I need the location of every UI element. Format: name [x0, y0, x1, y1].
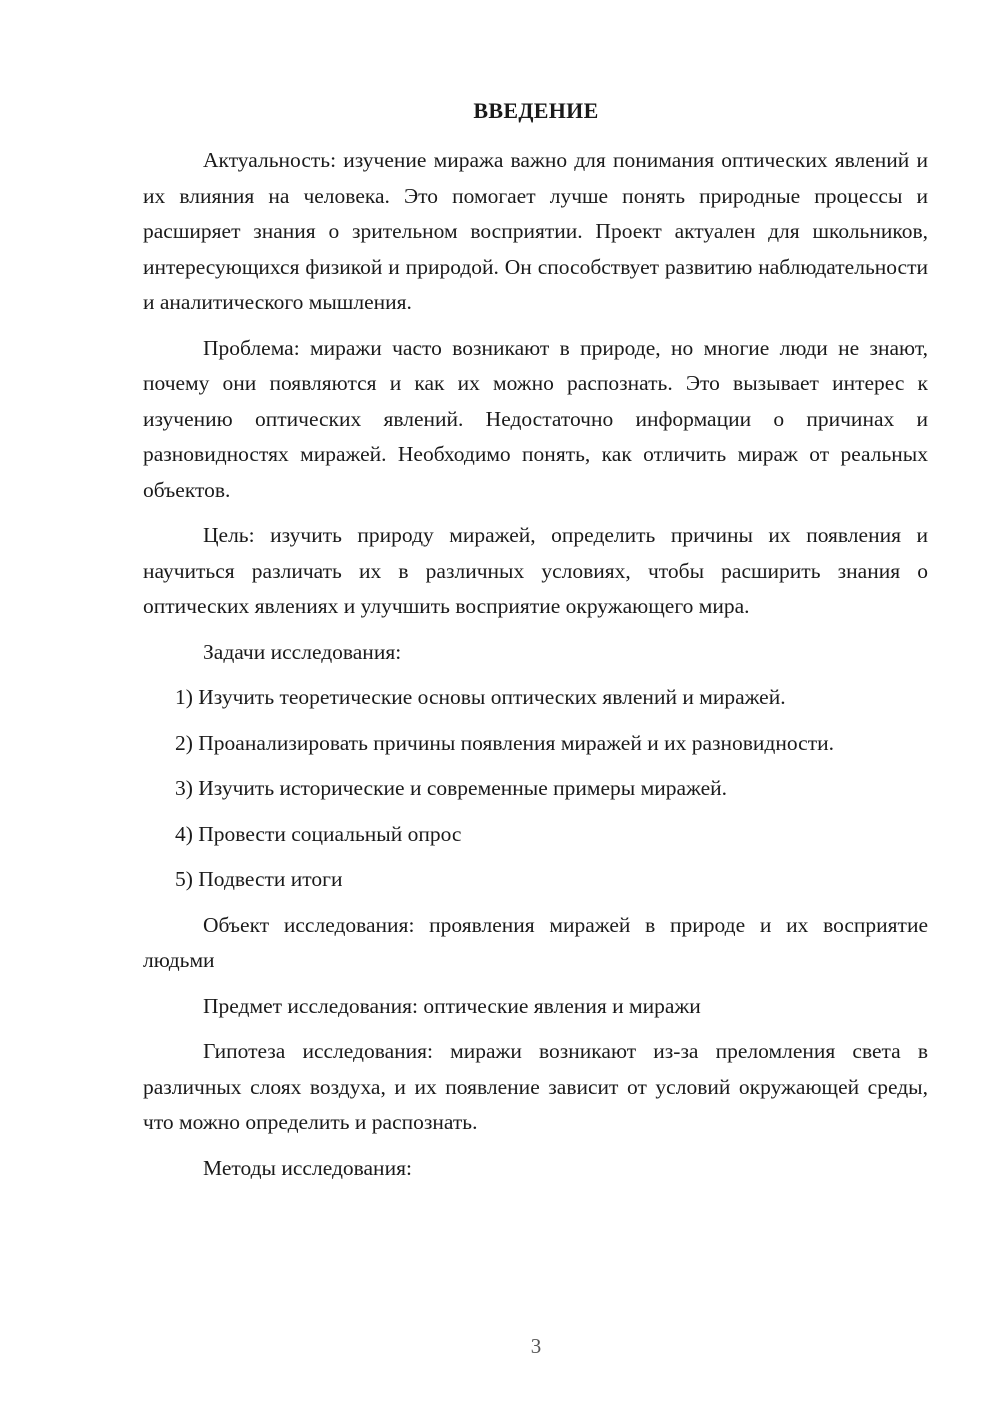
document-body: [143, 143, 928, 1196]
page-title: ВВЕДЕНИЕ: [473, 98, 599, 123]
task-item-1: 1) Изучить теоретические основы оптических явлений и миражей.: [175, 685, 786, 709]
paragraph-problem: Проблема: миражи часто возникают в природе, но многие люди не знают, почему они появляются и как их можно распознать. Это вызывает интерес к изучению оптических явлений. Недостаточно информации о причинах и разновидностях миражей. Необходимо понять, как отличить мираж от реальных объектов.: [143, 335, 928, 502]
paragraph-goal: Цель: изучить природу миражей, определить причины их появления и научиться различать их в различных условиях, чтобы расширить знания о оптических явлениях и улучшить восприятие окружающего мира.: [143, 523, 928, 618]
task-item-2: 2) Проанализировать причины появления миражей и их разновидности.: [175, 730, 834, 755]
paragraph-actuality: Актуальность: изучение миража важно для понимания оптических явлений и их влияния на человека. Это помогает лучше понять природные процессы и расширяет знания о зрительном восприятии. Проект актуален для школьников, интересующихся физикой и природой. Он способствует развитию наблюдательности и аналитического мышления.: [143, 148, 928, 314]
task-item-3: 3) Изучить исторические и современные примеры миражей.: [175, 776, 727, 800]
task-item-4: 4) Провести социальный опрос: [175, 821, 462, 846]
page-number: 3: [530, 1334, 542, 1358]
paragraph-object: Объект исследования: проявления миражей в природе и их восприятие людьми: [143, 912, 928, 972]
task-item-5: 5) Подвести итоги: [175, 867, 343, 891]
paragraph-methods: Методы исследования:: [203, 1155, 412, 1180]
paragraph-subject: Предмет исследования: оптические явления и миражи: [203, 993, 701, 1018]
tasks-title: Задачи исследования:: [203, 639, 402, 664]
paragraph-hypothesis: Гипотеза исследования: миражи возникают из-за преломления света в различных слоях воздуха, и их появление зависит от условий окружающей среды, что можно определить и распознать.: [143, 1039, 928, 1134]
